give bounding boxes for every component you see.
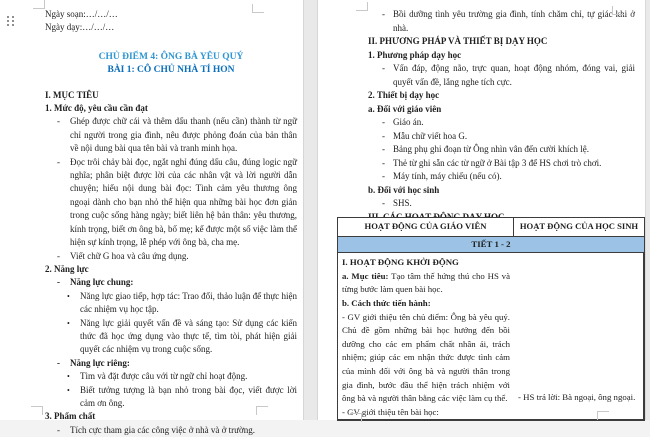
dash-marker: - — [382, 63, 385, 73]
text-boundary-mark — [252, 4, 264, 13]
list-item: - Đọc trôi chảy bài đọc, ngắt nghỉ đúng dấu câu, đúng logic ngữ nghĩa; phân biệt được lời của các nhân vật và lời người dẫn chuyện; hiểu nội dung bài đọc: Tình cảm yêu thương ông ngoại dành cho bạn nhỏ thể hiện qua những bài học đơn giản trong cuộc sống hàng ngày; biết liên hệ bản thân: yêu thương, kính trọng, biết ơn ông bà, bố mẹ; kể được một số việc làm thể hiện sự kính trọng, lễ phép với ông bà, cha mẹ. — [57, 156, 297, 248]
dash-marker: - — [57, 116, 60, 127]
dash-marker: - — [382, 117, 385, 127]
list-item: • Biết tưởng tượng là bạn nhỏ trong bài đọc, viết được lời cảm ơn ông. — [67, 384, 297, 408]
dash-marker: - — [382, 9, 385, 19]
gv-title: a. Đối với giáo viên — [368, 103, 442, 114]
bullet-marker: • — [67, 318, 70, 328]
text-boundary-mark — [350, 413, 362, 422]
page-2[interactable] — [318, 0, 645, 420]
dash-marker: - — [382, 171, 385, 181]
text-boundary-mark — [597, 411, 609, 420]
dash-marker: - — [57, 250, 60, 261]
list-item: - Giáo án. — [368, 116, 635, 130]
drag-handle-icon[interactable] — [6, 15, 16, 27]
tiet-row: TIẾT 1 - 2 — [338, 237, 644, 254]
text-boundary-mark — [356, 2, 368, 11]
list-item: - Ghép được chữ cái và thêm dấu thanh (nếu cần) thành từ ngữ chỉ người trong gia đình, nêu được phỏng đoán của bản thân về nội dung bài qua tên bài và tranh minh họa. — [57, 116, 297, 154]
date-line-soan: Ngày soạn:…/…/… — [45, 9, 118, 19]
list-item: • Năng lực giải quyết vấn đề và sáng tạo: Sử dụng các kiến thức đã học ứng dụng vào thực tế, tìm tòi, phát hiện giải quyết các nhiệm vụ trong cuộc sống. — [67, 317, 297, 355]
gv-intro-paragraph: - GV giới thiệu tên chủ điểm: Ông bà yêu quý. Chủ đề gồm những bài học hướng đến bồi dưỡng cho các em phẩm chất nhân ái, trách nhiệm; giúp các em nhận thức được tình cảm của mình đối với ông bà và người thân trong gia đình, bước đầu thể hiện trách nhiệm với ông bà và người thân bằng các việc làm cụ thể. — [342, 311, 510, 404]
list-item: - Máy tính, máy chiếu (nếu có). — [368, 170, 635, 184]
table-header-hs: HOẠT ĐỘNG CỦA HỌC SINH — [514, 218, 644, 237]
list-item: - Bảng phụ ghi đoạn từ Ông nhìn vân đến cười khích lệ. — [368, 143, 635, 157]
list-item: - Vấn đáp, động não, trực quan, hoạt động nhóm, đóng vai, giải quyết vấn đề, lắng nghe tích cực. — [382, 63, 635, 87]
list-item: - SHS. — [368, 197, 635, 211]
cach-thuc-label: b. Cách thức tiến hành: — [342, 297, 431, 308]
muc-tieu-line: a. Mục tiêu: Tạo tâm thế hứng thú cho HS và từng bước làm quen bài học. — [342, 270, 510, 295]
list-item: - Mẫu chữ viết hoa G. — [368, 130, 635, 144]
page-gap — [303, 0, 318, 420]
dash-marker: - — [57, 357, 60, 368]
dash-marker: - — [382, 198, 385, 208]
topic-heading: CHỦ ĐIỂM 4: ÔNG BÀ YÊU QUÝ — [98, 51, 244, 62]
bullet-marker: • — [67, 385, 70, 395]
sub1-title: 1. Mức độ, yêu cầu cần đạt — [45, 103, 148, 114]
text-boundary-mark — [33, 0, 45, 9]
page-edge — [645, 0, 650, 420]
nang-luc-chung-label: - Năng lực chung: — [45, 276, 297, 289]
activities-table — [337, 217, 645, 421]
list-item: - Viết chữ G hoa và câu ứng dụng. — [45, 250, 297, 263]
page-1[interactable] — [0, 0, 303, 435]
hs-title: b. Đối với học sinh — [368, 184, 440, 195]
list-item: • Năng lực giao tiếp, hợp tác: Trao đổi, thảo luận để thực hiện các nhiệm vụ học tập. — [67, 290, 297, 315]
bullet-marker: • — [67, 291, 70, 301]
date-line-day: Ngày dạy:…/…/… — [45, 22, 115, 33]
section-phuong-phap-title: II. PHƯƠNG PHÁP VÀ THIẾT BỊ DẠY HỌC — [368, 36, 548, 46]
dash-marker: - — [57, 424, 60, 435]
page-1-text — [45, 8, 297, 437]
pp-title: 1. Phương pháp dạy học — [368, 49, 462, 60]
table-header-gv: HOẠT ĐỘNG CỦA GIÁO VIÊN — [338, 218, 514, 237]
gv-intro-paragraph-2: - GV giới thiệu tên bài học: — [342, 406, 439, 417]
lesson-heading: BÀI 1: CÔ CHỦ NHÀ TÍ HON — [107, 65, 235, 76]
tb-title: 2. Thiết bị dạy học — [368, 90, 440, 100]
list-item: - Thẻ từ ghi sẵn các từ ngữ ở Bài tập 3 để HS chơi trò chơi. — [368, 157, 635, 171]
sub3-title: 3. Phẩm chất — [45, 411, 96, 422]
dash-marker: - — [382, 144, 385, 154]
sub2-title: 2. Năng lực — [45, 263, 89, 274]
khoi-dong-title: I. HOẠT ĐỘNG KHỞI ĐỘNG — [342, 257, 459, 268]
dash-marker: - — [57, 277, 60, 288]
text-boundary-mark — [256, 406, 268, 415]
list-item: • Tìm và đặt được câu với từ ngữ chỉ hoạt động. — [45, 370, 297, 383]
gv-activity-cell — [338, 253, 514, 420]
bullet-marker: • — [67, 372, 70, 382]
text-boundary-mark — [31, 406, 43, 415]
dash-marker: - — [382, 157, 385, 168]
page-2-text — [318, 0, 645, 224]
list-item: - Bồi dưỡng tình yêu trường gia đình, tính chăm chỉ, tự giác khi ở nhà. — [382, 9, 635, 33]
hs-answer: - HS trả lời: Bà ngoại, ông ngoại. — [518, 391, 636, 402]
text-boundary-mark — [612, 6, 624, 15]
nang-luc-rieng-label: - Năng lực riêng: — [45, 357, 297, 370]
dash-marker: - — [57, 156, 60, 167]
section-muc-tieu-title: I. MỤC TIÊU — [45, 89, 99, 100]
hs-activity-cell — [514, 253, 644, 420]
list-item: - Tích cực tham gia các công việc ở nhà và ở trường. — [45, 424, 297, 437]
dash-marker: - — [382, 130, 385, 141]
